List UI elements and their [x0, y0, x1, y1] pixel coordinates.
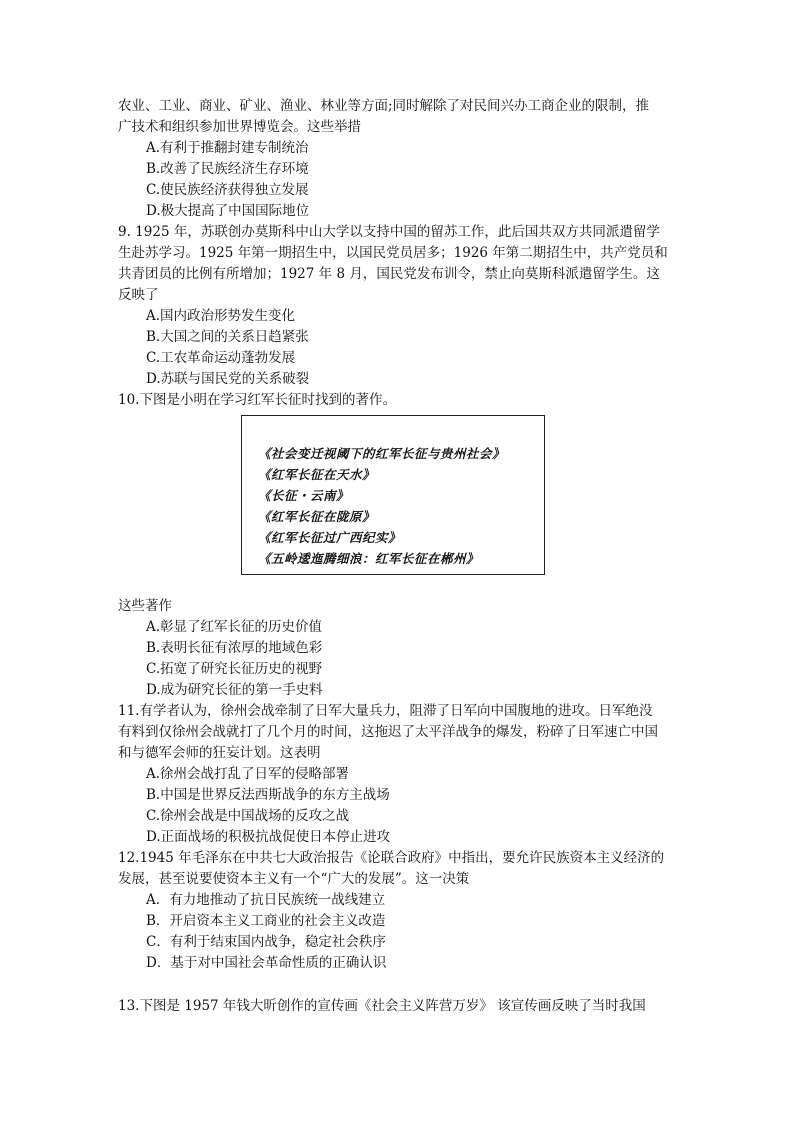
q11-option-c: C.徐州会战是中国战场的反攻之战	[146, 808, 350, 824]
book-title: 《五岭逶迤腾细浪：红军长征在郴州》	[258, 551, 480, 566]
q8-option-a: A.有利于推翻封建专制统治	[146, 140, 309, 156]
q11-option-d: D.正面战场的积极抗战促使日本停止进攻	[146, 829, 391, 845]
q12-stem-line-2: 发展，甚至说要使资本主义有一个“广大的发展”。这一决策	[118, 871, 470, 887]
intro-line-2: 广技术和组织参加世界博览会。这些举措	[118, 119, 361, 135]
q10-option-d: D.成为研究长征的第一手史料	[146, 682, 323, 698]
q12-option-c: C．有利于结束国内战争，稳定社会秩序	[146, 934, 386, 950]
q9-option-c: C.工农革命运动蓬勃发展	[146, 350, 296, 366]
book-title: 《长征・云南》	[258, 488, 350, 503]
q10-after-text: 这些著作	[118, 598, 172, 614]
q10-option-a: A.彰显了红军长征的历史价值	[146, 619, 323, 635]
q12-stem-line-1: 12.1945 年毛泽东在中共七大政治报告《论联合政府》中指出，要允许民族资本主义经济的	[118, 850, 665, 866]
book-title: 《红军长征过广西纪实》	[258, 530, 402, 545]
q13-stem: 13.下图是 1957 年钱大昕创作的宣传画《社会主义阵营万岁》 该宣传画反映了当时我国	[118, 998, 646, 1014]
q12-option-d: D．基于对中国社会革命性质的正确认识	[146, 955, 387, 971]
book-list-box	[241, 415, 545, 575]
q12-option-b: B．开启资本主义工商业的社会主义改造	[146, 913, 386, 929]
q10-option-c: C.拓宽了研究长征历史的视野	[146, 661, 323, 677]
q9-stem-line-1: 9. 1925 年，苏联创办莫斯科中山大学以支持中国的留苏工作，此后国共双方共同派遣留学	[118, 224, 660, 240]
q11-stem-line-3: 和与德军会师的狂妄计划。这表明	[118, 745, 321, 761]
q9-option-a: A.国内政治形势发生变化	[146, 308, 296, 324]
q9-stem-line-4: 反映了	[118, 287, 159, 303]
q9-option-d: D.苏联与国民党的关系破裂	[146, 371, 310, 387]
q11-option-b: B.中国是世界反法西斯战争的东方主战场	[146, 787, 390, 803]
q8-option-d: D.极大提高了中国国际地位	[146, 203, 310, 219]
q11-stem-line-1: 11.有学者认为，徐州会战牵制了日军大量兵力，阻滞了日军向中国腹地的进攻。日军绝没	[118, 703, 653, 719]
q9-stem-line-3: 共青团员的比例有所增加；1927 年 8 月，国民党发布训令，禁止向莫斯科派遣留学生。这	[118, 266, 660, 282]
q10-option-b: B.表明长征有浓厚的地域色彩	[146, 640, 323, 656]
q12-option-a: A．有力地推动了抗日民族统一战线建立	[146, 892, 386, 908]
q11-stem-line-2: 有料到仅徐州会战就打了几个月的时间，这拖迟了太平洋战争的爆发，粉碎了日军速亡中国	[118, 724, 658, 740]
book-title: 《红军长征在天水》	[258, 467, 376, 482]
q11-option-a: A.徐州会战打乱了日军的侵略部署	[146, 766, 350, 782]
intro-line-1: 农业、工业、商业、矿业、渔业、林业等方面;同时解除了对民间兴办工商企业的限制，推	[118, 98, 650, 114]
q9-option-b: B.大国之间的关系日趋紧张	[146, 329, 309, 345]
q8-option-b: B.改善了民族经济生存环境	[146, 161, 309, 177]
q10-stem: 10.下图是小明在学习红军长征时找到的著作。	[118, 392, 396, 408]
book-title: 《红军长征在陇原》	[258, 509, 376, 524]
q8-option-c: C.使民族经济获得独立发展	[146, 182, 309, 198]
book-title: 《社会变迁视阈下的红军长征与贵州社会》	[258, 446, 506, 461]
q9-stem-line-2: 生赴苏学习。1925 年第一期招生中，以国民党员居多；1926 年第二期招生中，共产党员和	[118, 245, 668, 261]
